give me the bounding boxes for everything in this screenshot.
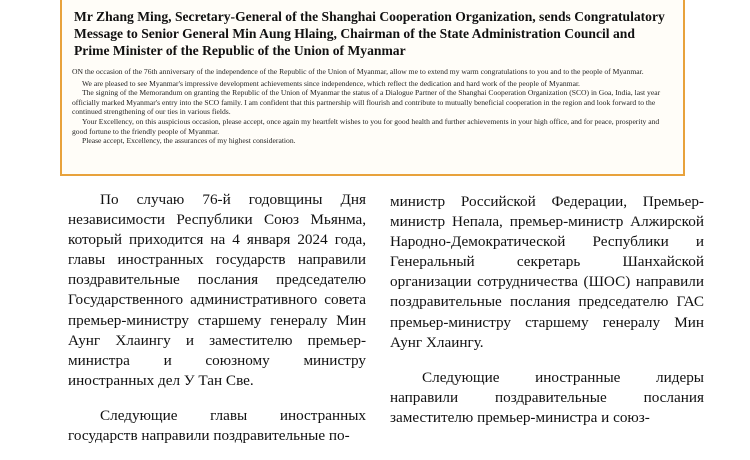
article-paragraph: По случаю 76-й годовщины Дня независимости Республики Союз Мьянма, который приходится на 4 января 2024 года, главы иностранных государств направили поздравительные послания председателю Государственного административного совета премьер-министру старшему генералу Мин Аунг Хлаингу и заместителю премьер-министра и союзному министру иностранных дел У Тан Све. [68, 191, 366, 389]
message-paragraph: We are pleased to see Myanmar's impressive development achievements since independence, which reflect the dedication and hard work of the people of Myanmar. [82, 78, 580, 88]
article-paragraph: министр Российской Федерации, Премьер-министр Непала, премьер-министр Алжирской Народно-Демократической Республики и Генеральный секретарь Шанхайской организации сотрудничества (ШОС) направили поздравительные послания председателю ГАС премьер-министру старшему генералу Мин Аунг Хлаингу. [390, 193, 704, 351]
message-paragraph: ON the occasion of the 76th anniversary of the independence of the Republic of the Union of Myanmar, allow me to extend my warm congratulations to you and to the people of Myanmar. [72, 67, 644, 76]
message-box [60, 0, 685, 176]
article-paragraph: Следующие иностранные лидеры направили поздравительные послания заместителю премьер-министра и союз- [390, 368, 704, 426]
right-column [390, 192, 704, 428]
message-title: Mr Zhang Ming, Secretary-General of the Shanghai Cooperation Organization, sends Congratulatory Message to Senior General Min Aung Hlaing, Chairman of the State Administration Council and Prime Minister of the Republic of the Union of Myanmar [74, 9, 665, 58]
left-column [68, 190, 366, 446]
article-paragraph: Следующие главы иностранных государств направили поздравительные по- [68, 406, 366, 445]
message-body [72, 67, 671, 146]
message-paragraph: Please accept, Excellency, the assurances of my highest consideration. [82, 136, 296, 146]
message-paragraph: The signing of the Memorandum on granting the Republic of the Union of Myanmar the status of a Dialogue Partner of the Shanghai Cooperation Organization (SCO) in Goa, India, last year officially marked Myanmar's entry into the SCO family. I am confident that this partnership will flourish and contribute to mutually beneficial cooperation in the region and look forward to the continued strengthening of our ties in various fields. [72, 88, 661, 117]
message-paragraph: Your Excellency, on this auspicious occasion, please accept, once again my heartfelt wishes to you for good health and further achievements in your high office, and for peace, prosperity and good fortune to the friendly people of Myanmar. [72, 116, 660, 136]
